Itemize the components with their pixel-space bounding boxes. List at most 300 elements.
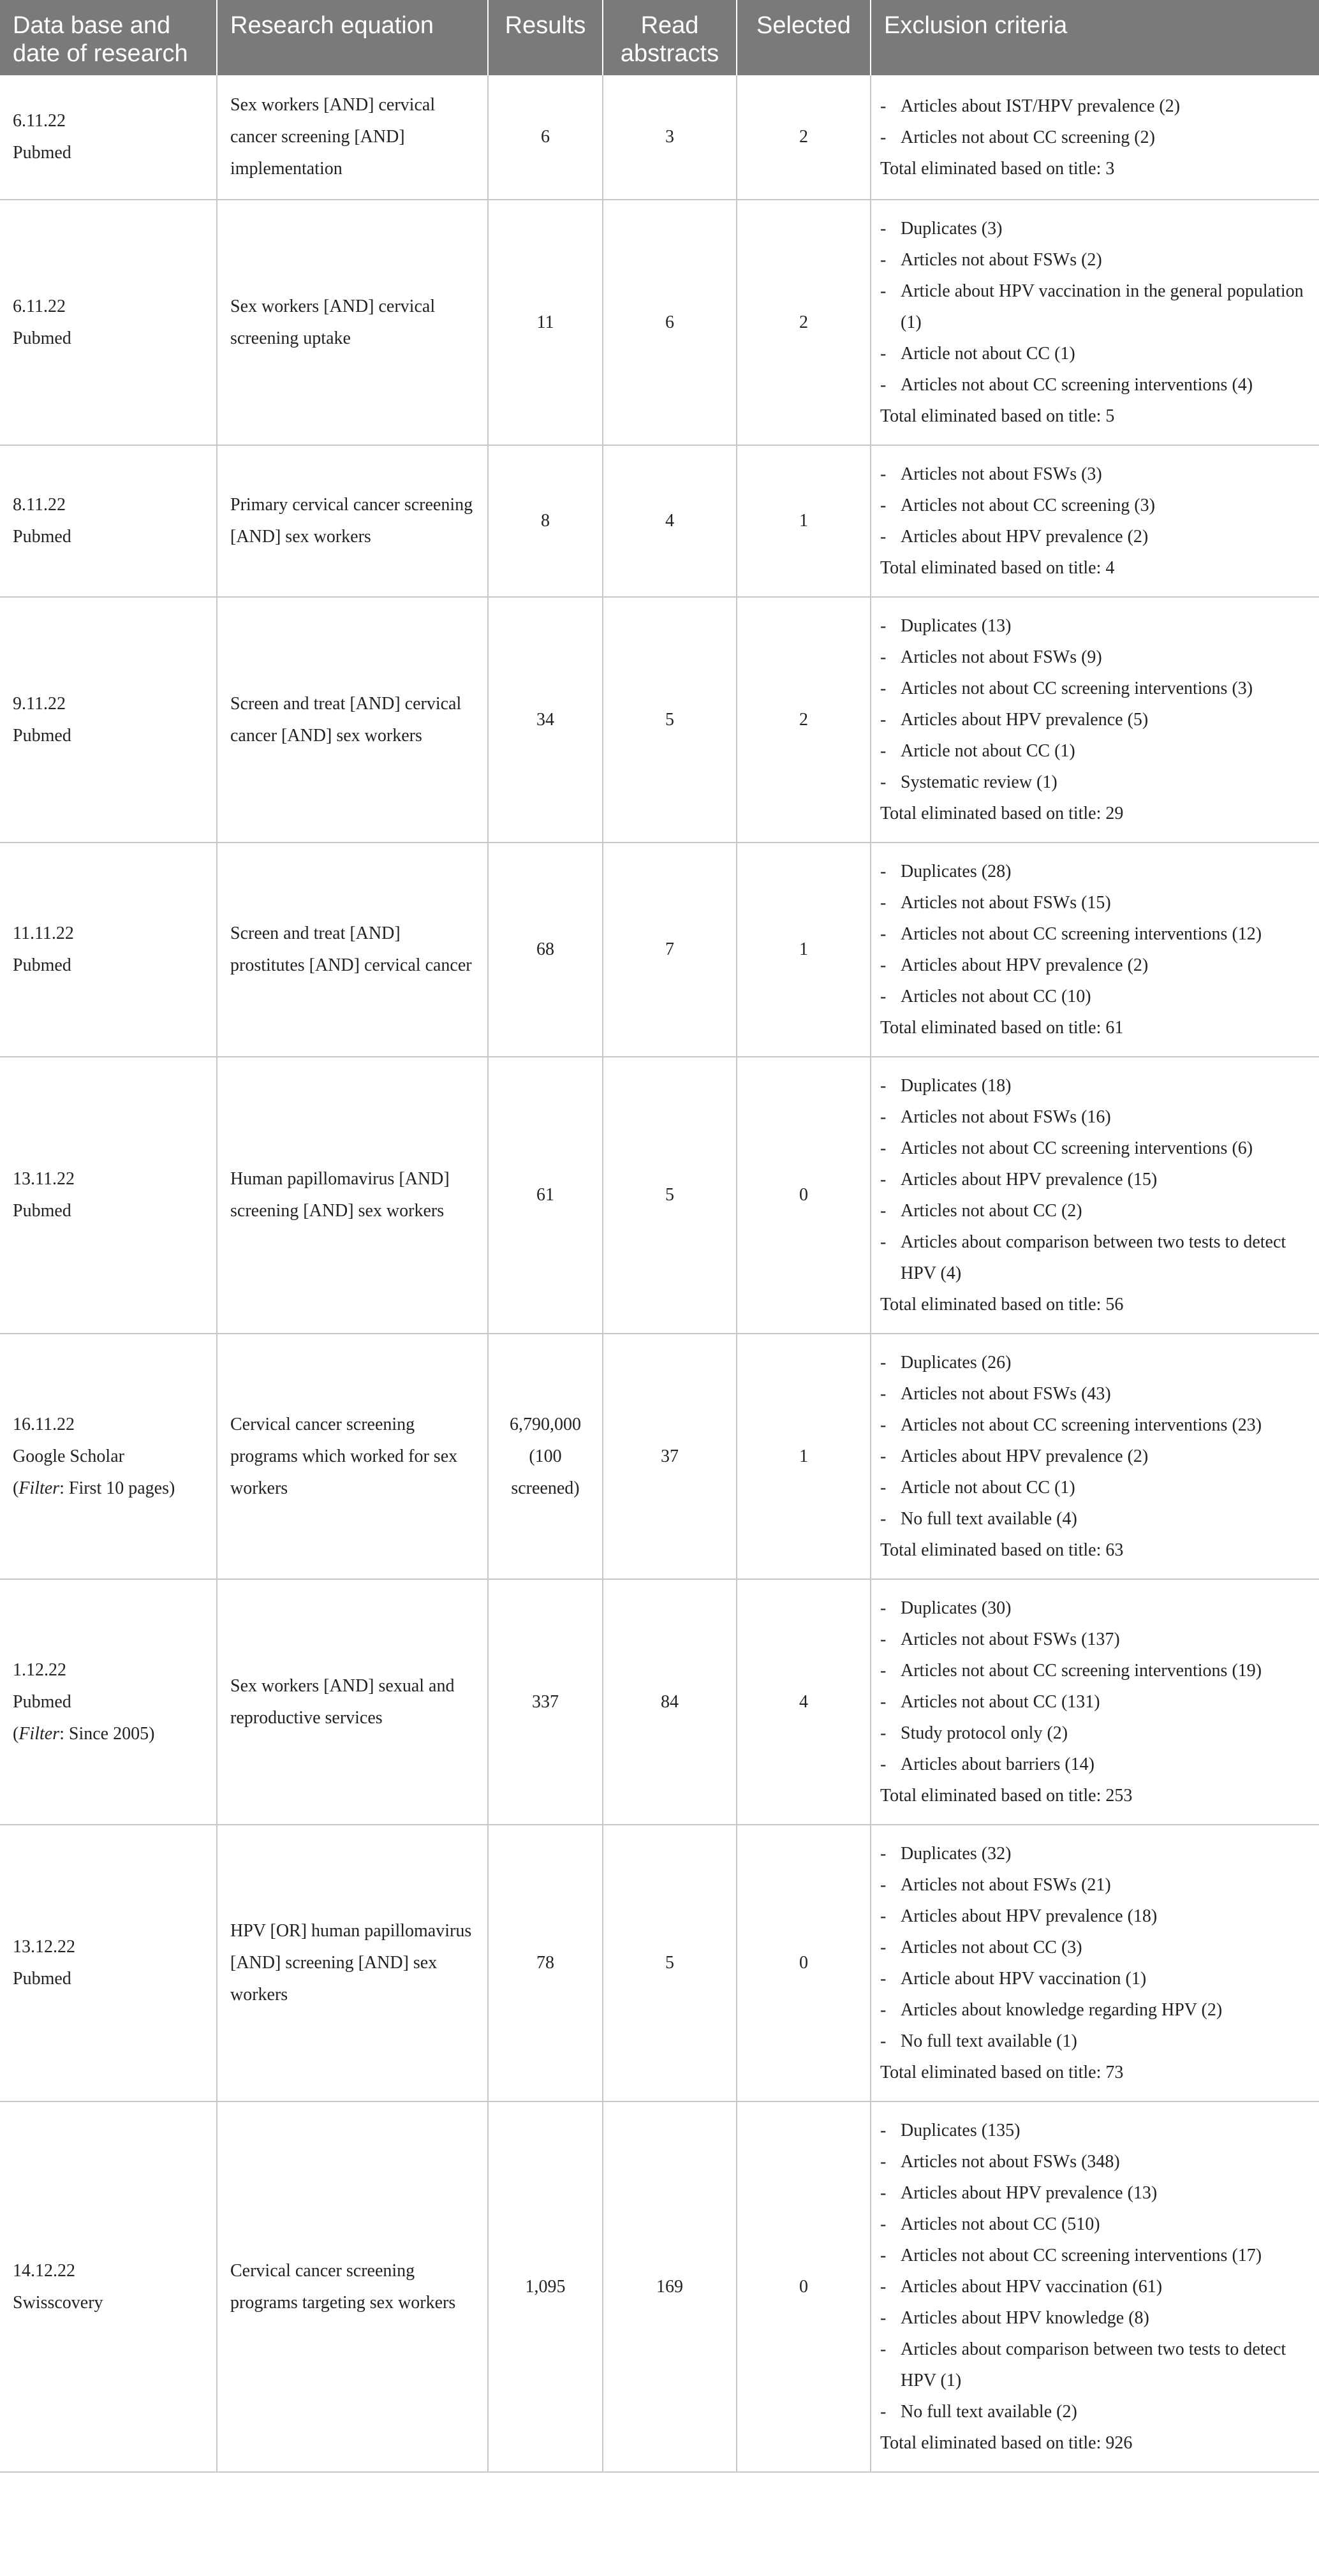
total-value: 253 xyxy=(1105,1786,1133,1806)
criterion-text: Articles about HPV vaccination (61) xyxy=(901,2277,1163,2297)
dash-bullet: - xyxy=(880,987,887,1006)
criterion-text: Articles not about FSWs (3) xyxy=(901,464,1102,484)
dash-bullet: - xyxy=(880,1353,887,1373)
criterion-text: Article not about CC (1) xyxy=(901,1478,1075,1498)
cell-db-date xyxy=(0,843,217,1057)
total-eliminated xyxy=(880,1780,1310,1811)
cell-selected: 0 xyxy=(737,1057,871,1334)
cell-exclusion-criteria xyxy=(871,1825,1319,2101)
total-value: 61 xyxy=(1105,1018,1124,1038)
criterion-item xyxy=(880,1624,1310,1655)
dash-bullet: - xyxy=(880,1723,887,1743)
criterion-text: Articles not about CC (510) xyxy=(901,2214,1100,2234)
criterion-item xyxy=(880,2209,1310,2240)
cell-exclusion-criteria xyxy=(871,1579,1319,1825)
criterion-item xyxy=(880,1655,1310,1686)
criterion-text: Articles not about CC screening interventions (6) xyxy=(901,1138,1253,1158)
criterion-text: Articles about barriers (14) xyxy=(901,1755,1094,1774)
criterion-item xyxy=(880,276,1310,338)
criterion-item xyxy=(880,1409,1310,1441)
criterion-item xyxy=(880,950,1310,981)
total-eliminated xyxy=(880,153,1310,184)
cell-selected: 0 xyxy=(737,1825,871,2101)
criterion-item xyxy=(880,1718,1310,1749)
criterion-text: Article about HPV vaccination (1) xyxy=(901,1969,1147,1989)
results-count: 8 xyxy=(541,511,550,531)
dash-bullet: - xyxy=(880,710,887,730)
criterion-item xyxy=(880,1441,1310,1472)
dash-bullet: - xyxy=(880,2402,887,2422)
dash-bullet: - xyxy=(880,1415,887,1435)
criterion-item xyxy=(880,2146,1310,2177)
cell-selected: 1 xyxy=(737,445,871,597)
criterion-item xyxy=(880,1195,1310,1226)
table-row xyxy=(0,1579,1319,1825)
criterion-text: Duplicates (135) xyxy=(901,2121,1021,2140)
filter-value: : Since 2005 xyxy=(59,1723,149,1744)
table-row xyxy=(0,1334,1319,1579)
cell-results xyxy=(488,1825,603,2101)
table-header xyxy=(0,0,1319,75)
dash-bullet: - xyxy=(880,679,887,698)
cell-results xyxy=(488,75,603,200)
dash-bullet: - xyxy=(880,1630,887,1649)
header-read-abstracts: Read abstracts xyxy=(603,0,737,75)
criterion-item xyxy=(880,767,1310,798)
cell-read-abstracts: 37 xyxy=(603,1334,737,1579)
criterion-item xyxy=(880,1994,1310,2026)
total-value: 5 xyxy=(1105,406,1115,426)
cell-research-equation: Screen and treat [AND] prostitutes [AND] cervical cancer xyxy=(217,843,488,1057)
dash-bullet: - xyxy=(880,1844,887,1864)
criterion-item xyxy=(880,91,1310,122)
cell-read-abstracts: 6 xyxy=(603,200,737,445)
criterion-item xyxy=(880,1932,1310,1963)
header-equation: Research equation xyxy=(217,0,488,75)
criterion-text: Articles not about CC screening interventions (23) xyxy=(901,1415,1262,1435)
criterion-text: Articles about IST/HPV prevalence (2) xyxy=(901,96,1181,116)
cell-exclusion-criteria xyxy=(871,445,1319,597)
dash-bullet: - xyxy=(880,1384,887,1404)
dash-bullet: - xyxy=(880,2339,887,2359)
table-row xyxy=(0,2101,1319,2472)
criterion-item xyxy=(880,1838,1310,1869)
dash-bullet: - xyxy=(880,1076,887,1096)
cell-selected: 0 xyxy=(737,2101,871,2472)
total-label: Total eliminated based on title: xyxy=(880,158,1106,179)
dash-bullet: - xyxy=(880,1661,887,1681)
results-count: 1,095 xyxy=(525,2276,566,2297)
criterion-item xyxy=(880,338,1310,369)
cell-results xyxy=(488,597,603,843)
criterion-item xyxy=(880,887,1310,918)
criterion-text: Articles not about FSWs (137) xyxy=(901,1630,1120,1649)
search-date: 8.11.22 xyxy=(13,495,66,515)
dash-bullet: - xyxy=(880,127,887,147)
criterion-item xyxy=(880,610,1310,642)
total-label: Total eliminated based on title: xyxy=(880,1786,1106,1806)
criterion-text: Articles about HPV knowledge (8) xyxy=(901,2308,1149,2328)
dash-bullet: - xyxy=(880,772,887,792)
criterion-text: Articles about HPV prevalence (18) xyxy=(901,1906,1158,1926)
criterion-item xyxy=(880,1503,1310,1535)
cell-results xyxy=(488,200,603,445)
criterion-item xyxy=(880,1901,1310,1932)
database-name: Pubmed xyxy=(13,328,71,348)
dash-bullet: - xyxy=(880,1478,887,1498)
total-label: Total eliminated based on title: xyxy=(880,804,1106,823)
dash-bullet: - xyxy=(880,647,887,667)
search-date: 1.12.22 xyxy=(13,1660,66,1680)
dash-bullet: - xyxy=(880,893,887,913)
cell-read-abstracts: 5 xyxy=(603,597,737,843)
criterion-item xyxy=(880,856,1310,887)
dash-bullet: - xyxy=(880,2246,887,2265)
cell-research-equation: Sex workers [AND] sexual and reproductive services xyxy=(217,1579,488,1825)
criterion-text: Duplicates (30) xyxy=(901,1598,1012,1618)
search-date: 11.11.22 xyxy=(13,924,74,943)
criterion-text: Articles not about FSWs (15) xyxy=(901,893,1111,913)
dash-bullet: - xyxy=(880,96,887,116)
dash-bullet: - xyxy=(880,250,887,270)
total-eliminated xyxy=(880,401,1310,432)
dash-bullet: - xyxy=(880,496,887,515)
results-count: 337 xyxy=(532,1691,559,1712)
criterion-text: Articles not about CC screening interventions (12) xyxy=(901,924,1262,944)
total-value: 29 xyxy=(1105,804,1124,823)
criterion-text: Articles not about FSWs (2) xyxy=(901,250,1102,270)
results-count: 78 xyxy=(536,1953,554,1973)
cell-read-abstracts: 5 xyxy=(603,1825,737,2101)
criterion-item xyxy=(880,1593,1310,1624)
criterion-item xyxy=(880,459,1310,490)
dash-bullet: - xyxy=(880,2000,887,2020)
dash-bullet: - xyxy=(880,344,887,364)
search-date: 6.11.22 xyxy=(13,111,66,131)
criterion-text: Articles about HPV prevalence (2) xyxy=(901,955,1149,975)
total-eliminated xyxy=(880,2057,1310,2088)
cell-selected: 2 xyxy=(737,75,871,200)
total-value: 3 xyxy=(1105,158,1115,179)
criterion-text: Duplicates (13) xyxy=(901,616,1012,636)
criterion-item xyxy=(880,1686,1310,1718)
cell-read-abstracts: 3 xyxy=(603,75,737,200)
cell-db-date xyxy=(0,1057,217,1334)
criterion-item xyxy=(880,981,1310,1012)
dash-bullet: - xyxy=(880,924,887,944)
criterion-item xyxy=(880,1347,1310,1378)
database-name: Pubmed xyxy=(13,955,71,975)
cell-selected: 1 xyxy=(737,843,871,1057)
cell-selected: 2 xyxy=(737,597,871,843)
criterion-text: Duplicates (18) xyxy=(901,1076,1012,1096)
criterion-text: Articles about HPV prevalence (2) xyxy=(901,1446,1149,1466)
criterion-item xyxy=(880,2302,1310,2334)
cell-research-equation: Primary cervical cancer screening [AND] sex workers xyxy=(217,445,488,597)
criterion-item xyxy=(880,244,1310,276)
criterion-text: Articles not about CC screening interventions (3) xyxy=(901,679,1253,698)
dash-bullet: - xyxy=(880,2277,887,2297)
dash-bullet: - xyxy=(880,2183,887,2203)
criterion-text: Articles not about CC (3) xyxy=(901,1938,1082,1957)
cell-selected: 2 xyxy=(737,200,871,445)
cell-read-abstracts: 7 xyxy=(603,843,737,1057)
cell-exclusion-criteria xyxy=(871,1334,1319,1579)
table-row xyxy=(0,843,1319,1057)
total-value: 926 xyxy=(1105,2433,1133,2453)
search-filter: (Filter: First 10 pages) xyxy=(13,1478,175,1498)
header-exclusion-criteria: Exclusion criteria xyxy=(871,0,1319,75)
dash-bullet: - xyxy=(880,219,887,239)
database-name: Pubmed xyxy=(13,725,71,746)
criterion-item xyxy=(880,1226,1310,1289)
criterion-text: Articles not about FSWs (21) xyxy=(901,1875,1111,1895)
criterion-item xyxy=(880,1963,1310,1994)
cell-read-abstracts: 4 xyxy=(603,445,737,597)
dash-bullet: - xyxy=(880,1692,887,1712)
total-eliminated xyxy=(880,1012,1310,1043)
criterion-item xyxy=(880,673,1310,704)
total-label: Total eliminated based on title: xyxy=(880,2063,1106,2082)
criterion-item xyxy=(880,735,1310,767)
total-eliminated xyxy=(880,552,1310,584)
database-name: Pubmed xyxy=(13,1201,71,1221)
table-row xyxy=(0,1825,1319,2101)
dash-bullet: - xyxy=(880,281,887,301)
criterion-item xyxy=(880,2271,1310,2302)
total-value: 73 xyxy=(1105,2063,1124,2082)
database-name: Google Scholar xyxy=(13,1446,124,1466)
cell-research-equation: Cervical cancer screening programs targeting sex workers xyxy=(217,2101,488,2472)
dash-bullet: - xyxy=(880,1201,887,1221)
table-row xyxy=(0,1057,1319,1334)
criterion-text: Duplicates (28) xyxy=(901,862,1012,881)
criterion-text: Systematic review (1) xyxy=(901,772,1057,792)
cell-read-abstracts: 84 xyxy=(603,1579,737,1825)
criterion-text: Articles not about FSWs (16) xyxy=(901,1107,1111,1127)
table-row xyxy=(0,200,1319,445)
cell-exclusion-criteria xyxy=(871,843,1319,1057)
criterion-item xyxy=(880,918,1310,950)
criterion-text: Articles about HPV prevalence (2) xyxy=(901,527,1149,547)
table-body xyxy=(0,75,1319,2472)
criterion-text: Articles not about CC (2) xyxy=(901,1201,1082,1221)
dash-bullet: - xyxy=(880,1138,887,1158)
dash-bullet: - xyxy=(880,1598,887,1618)
search-filter: (Filter: Since 2005) xyxy=(13,1723,155,1744)
dash-bullet: - xyxy=(880,862,887,881)
dash-bullet: - xyxy=(880,527,887,547)
cell-research-equation: Sex workers [AND] cervical cancer screening [AND] implementation xyxy=(217,75,488,200)
criterion-item xyxy=(880,704,1310,735)
dash-bullet: - xyxy=(880,2214,887,2234)
dash-bullet: - xyxy=(880,955,887,975)
cell-db-date xyxy=(0,1579,217,1825)
criterion-text: Article not about CC (1) xyxy=(901,741,1075,761)
results-count: 6 xyxy=(541,127,550,147)
total-eliminated xyxy=(880,2427,1310,2459)
total-eliminated xyxy=(880,1535,1310,1566)
criterion-item xyxy=(880,521,1310,552)
results-count: 6,790,000 xyxy=(510,1414,581,1434)
criterion-text: Articles not about FSWs (9) xyxy=(901,647,1102,667)
criterion-item xyxy=(880,1070,1310,1101)
dash-bullet: - xyxy=(880,1755,887,1774)
cell-results xyxy=(488,1579,603,1825)
criterion-text: Article about HPV vaccination in the general population (1) xyxy=(901,281,1304,332)
cell-selected: 4 xyxy=(737,1579,871,1825)
criterion-item xyxy=(880,1133,1310,1164)
cell-db-date xyxy=(0,597,217,843)
criterion-item xyxy=(880,2240,1310,2271)
dash-bullet: - xyxy=(880,1232,887,1252)
criterion-text: No full text available (2) xyxy=(901,2402,1077,2422)
database-name: Swisscovery xyxy=(13,2292,103,2313)
criterion-text: Articles not about FSWs (43) xyxy=(901,1384,1111,1404)
criterion-item xyxy=(880,1164,1310,1195)
total-label: Total eliminated based on title: xyxy=(880,2433,1106,2453)
criterion-text: Articles not about CC (131) xyxy=(901,1692,1100,1712)
cell-exclusion-criteria xyxy=(871,1057,1319,1334)
criterion-item xyxy=(880,2396,1310,2427)
cell-db-date xyxy=(0,75,217,200)
search-date: 9.11.22 xyxy=(13,693,66,714)
dash-bullet: - xyxy=(880,2308,887,2328)
dash-bullet: - xyxy=(880,2121,887,2140)
criterion-text: No full text available (1) xyxy=(901,2031,1077,2051)
dash-bullet: - xyxy=(880,741,887,761)
search-date: 14.12.22 xyxy=(13,2260,75,2281)
cell-db-date xyxy=(0,1825,217,2101)
filter-label: Filter xyxy=(18,1723,60,1744)
criterion-text: Articles not about CC screening interventions (4) xyxy=(901,375,1253,395)
criterion-item xyxy=(880,122,1310,153)
header-selected: Selected xyxy=(737,0,871,75)
search-date: 16.11.22 xyxy=(13,1414,75,1434)
criterion-text: Articles about HPV prevalence (13) xyxy=(901,2183,1158,2203)
criterion-text: Articles not about CC screening interventions (17) xyxy=(901,2246,1262,2265)
cell-research-equation: Cervical cancer screening programs which worked for sex workers xyxy=(217,1334,488,1579)
total-value: 56 xyxy=(1105,1295,1124,1314)
header-db-date: Data base and date of research xyxy=(0,0,217,75)
criterion-text: Articles not about CC screening interventions (19) xyxy=(901,1661,1262,1681)
dash-bullet: - xyxy=(880,1969,887,1989)
cell-db-date xyxy=(0,1334,217,1579)
cell-exclusion-criteria xyxy=(871,75,1319,200)
criterion-item xyxy=(880,213,1310,244)
dash-bullet: - xyxy=(880,1107,887,1127)
cell-db-date xyxy=(0,200,217,445)
search-date: 13.11.22 xyxy=(13,1169,75,1189)
dash-bullet: - xyxy=(880,1938,887,1957)
cell-research-equation: Human papillomavirus [AND] screening [AND] sex workers xyxy=(217,1057,488,1334)
database-name: Pubmed xyxy=(13,1969,71,1989)
total-label: Total eliminated based on title: xyxy=(880,1540,1106,1560)
cell-exclusion-criteria xyxy=(871,200,1319,445)
criterion-item xyxy=(880,1472,1310,1503)
cell-research-equation: HPV [OR] human papillomavirus [AND] screening [AND] sex workers xyxy=(217,1825,488,2101)
cell-research-equation: Screen and treat [AND] cervical cancer [AND] sex workers xyxy=(217,597,488,843)
search-date: 6.11.22 xyxy=(13,296,66,316)
database-name: Pubmed xyxy=(13,1691,71,1712)
header-results: Results xyxy=(488,0,603,75)
cell-results xyxy=(488,843,603,1057)
total-value: 63 xyxy=(1105,1540,1124,1560)
results-count: 68 xyxy=(536,939,554,959)
total-label: Total eliminated based on title: xyxy=(880,406,1106,426)
cell-exclusion-criteria xyxy=(871,2101,1319,2472)
dash-bullet: - xyxy=(880,1446,887,1466)
criterion-text: No full text available (4) xyxy=(901,1509,1077,1529)
criterion-item xyxy=(880,1378,1310,1409)
criterion-text: Articles about knowledge regarding HPV (2) xyxy=(901,2000,1223,2020)
criterion-item xyxy=(880,490,1310,521)
cell-results xyxy=(488,1334,603,1579)
criterion-text: Articles about comparison between two tests to detect HPV (1) xyxy=(901,2339,1286,2390)
criterion-item xyxy=(880,1101,1310,1133)
results-note: (100 screened) xyxy=(511,1446,580,1498)
criterion-text: Article not about CC (1) xyxy=(901,344,1075,364)
total-label: Total eliminated based on title: xyxy=(880,1018,1106,1038)
criterion-item xyxy=(880,369,1310,401)
total-value: 4 xyxy=(1105,558,1115,578)
results-count: 11 xyxy=(536,312,554,332)
database-name: Pubmed xyxy=(13,527,71,547)
cell-db-date xyxy=(0,445,217,597)
filter-value: : First 10 pages xyxy=(59,1478,169,1498)
dash-bullet: - xyxy=(880,1875,887,1895)
dash-bullet: - xyxy=(880,375,887,395)
total-label: Total eliminated based on title: xyxy=(880,1295,1106,1314)
cell-selected: 1 xyxy=(737,1334,871,1579)
results-count: 61 xyxy=(536,1185,554,1205)
criterion-item xyxy=(880,2334,1310,2396)
cell-results xyxy=(488,2101,603,2472)
criterion-text: Articles not about CC screening (2) xyxy=(901,127,1155,147)
criterion-text: Articles about comparison between two tests to detect HPV (4) xyxy=(901,1232,1286,1283)
cell-research-equation: Sex workers [AND] cervical screening uptake xyxy=(217,200,488,445)
total-label: Total eliminated based on title: xyxy=(880,558,1106,578)
dash-bullet: - xyxy=(880,1170,887,1189)
dash-bullet: - xyxy=(880,1509,887,1529)
filter-label: Filter xyxy=(18,1478,60,1498)
dash-bullet: - xyxy=(880,2031,887,2051)
table-row xyxy=(0,597,1319,843)
cell-exclusion-criteria xyxy=(871,597,1319,843)
cell-read-abstracts: 169 xyxy=(603,2101,737,2472)
criterion-item xyxy=(880,2115,1310,2146)
criterion-text: Duplicates (3) xyxy=(901,219,1003,239)
criterion-text: Duplicates (26) xyxy=(901,1353,1012,1373)
criterion-text: Articles not about CC screening (3) xyxy=(901,496,1155,515)
cell-results xyxy=(488,445,603,597)
criterion-text: Duplicates (32) xyxy=(901,1844,1012,1864)
search-date: 13.12.22 xyxy=(13,1937,75,1957)
criterion-text: Study protocol only (2) xyxy=(901,1723,1068,1743)
cell-results xyxy=(488,1057,603,1334)
criterion-text: Articles about HPV prevalence (5) xyxy=(901,710,1149,730)
cell-read-abstracts: 5 xyxy=(603,1057,737,1334)
criterion-item xyxy=(880,1749,1310,1780)
total-eliminated xyxy=(880,1289,1310,1320)
results-count: 34 xyxy=(536,709,554,730)
criterion-text: Articles about HPV prevalence (15) xyxy=(901,1170,1158,1189)
total-eliminated xyxy=(880,798,1310,829)
criterion-item xyxy=(880,1869,1310,1901)
cell-db-date xyxy=(0,2101,217,2472)
dash-bullet: - xyxy=(880,464,887,484)
database-name: Pubmed xyxy=(13,143,71,163)
